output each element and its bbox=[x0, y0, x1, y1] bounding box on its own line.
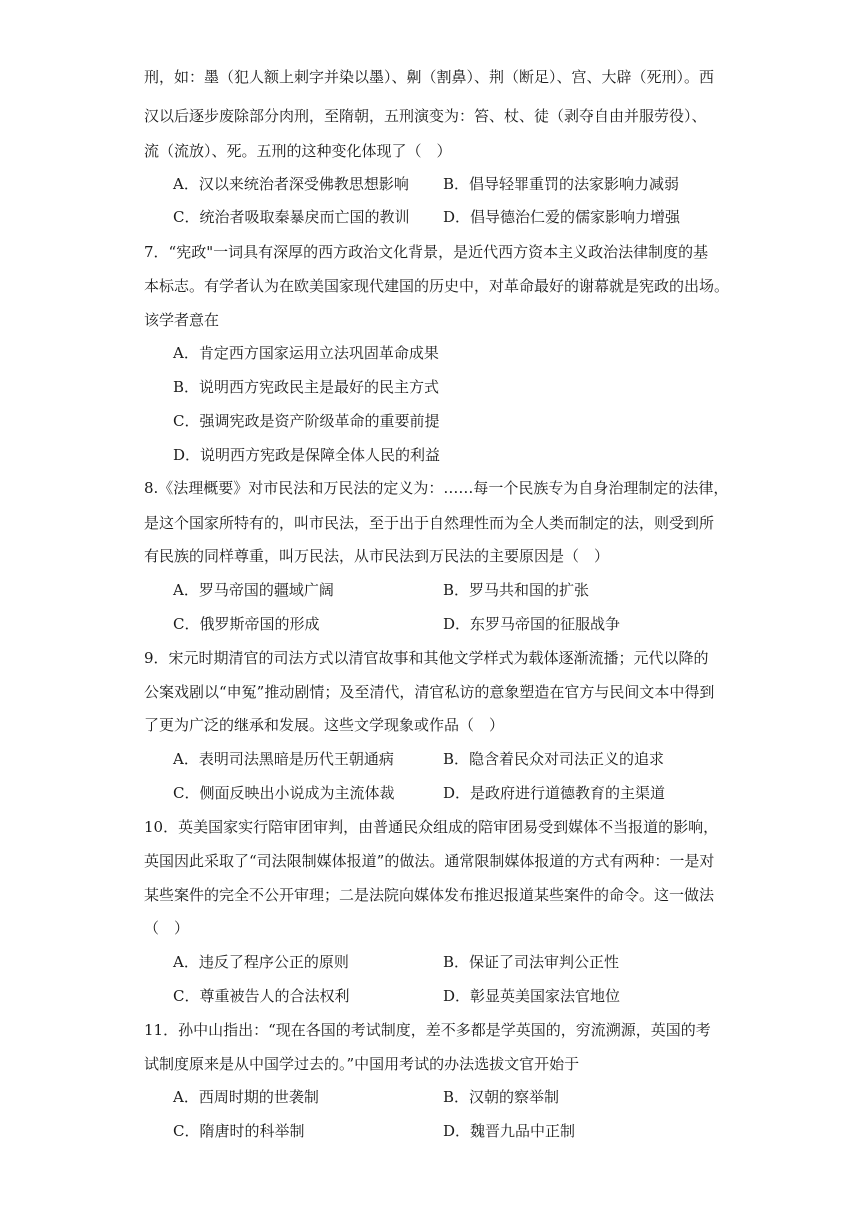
question-11-option-c[interactable]: C．隋唐时的科举制 bbox=[173, 1122, 305, 1140]
question-9-line-3: 了更为广泛的继承和发展。这些文学现象或作品（ ） bbox=[144, 716, 505, 734]
question-6-option-c[interactable]: C．统治者吸取秦暴戾而亡国的教训 bbox=[173, 208, 410, 226]
question-10-option-b[interactable]: B．保证了司法审判公正性 bbox=[443, 953, 620, 971]
question-8-option-c[interactable]: C．俄罗斯帝国的形成 bbox=[173, 615, 320, 633]
question-10-line-3: 某些案件的完全不公开审理；二是法院向媒体发布推迟报道某些案件的命令。这一做法 bbox=[144, 886, 715, 904]
question-7-option-a[interactable]: A．肯定西方国家运用立法巩固革命成果 bbox=[173, 344, 439, 362]
question-8-line-3: 有民族的同样尊重，叫万民法，从市民法到万民法的主要原因是（ ） bbox=[144, 547, 610, 565]
question-8-line-2: 是这个国家所特有的，叫市民法，至于出于自然理性而为全人类而制定的法，则受到所 bbox=[144, 514, 715, 532]
question-11-option-a[interactable]: A．西周时期的世袭制 bbox=[173, 1088, 319, 1106]
question-10-option-d[interactable]: D．彰显英美国家法官地位 bbox=[443, 987, 621, 1005]
question-6-line-1: 刑，如：墨（犯人额上刺字并染以墨）、劓（割鼻）、荆（断足）、宫、大辟（死刑）。西 bbox=[144, 68, 715, 86]
question-7-option-b[interactable]: B．说明西方宪政民主是最好的民主方式 bbox=[173, 378, 440, 396]
question-10-line-2: 英国因此采取了“司法限制媒体报道”的做法。通常限制媒体报道的方式有两种：一是对 bbox=[144, 852, 715, 870]
question-9-option-b[interactable]: B．隐含着民众对司法正义的追求 bbox=[443, 750, 665, 768]
question-7-line-3: 该学者意在 bbox=[144, 311, 220, 329]
question-9-option-c[interactable]: C．侧面反映出小说成为主流体裁 bbox=[173, 784, 395, 802]
question-9-line-1: 9．宋元时期清官的司法方式以清官故事和其他文学样式为载体逐渐流播；元代以降的 bbox=[144, 649, 709, 667]
question-6-option-b[interactable]: B．倡导轻罪重罚的法家影响力减弱 bbox=[443, 175, 680, 193]
question-8-option-d[interactable]: D．东罗马帝国的征服战争 bbox=[443, 615, 621, 633]
question-10-line-1: 10．英美国家实行陪审团审判，由普通民众组成的陪审团易受到媒体不当报道的影响， bbox=[144, 818, 719, 836]
question-6-line-2: 汉以后逐步废除部分肉刑，至隋朝，五刑演变为：笞、杖、徒（剥夺自由并服劳役）、 bbox=[144, 107, 707, 125]
question-10-option-a[interactable]: A．违反了程序公正的原则 bbox=[173, 953, 349, 971]
question-11-line-2: 试制度原来是从中国学过去的。”中国用考试的办法选拔文官开始于 bbox=[144, 1055, 580, 1073]
question-6-line-3: 流（流放）、死。五刑的这种变化体现了（ ） bbox=[144, 142, 452, 160]
question-11-line-1: 11．孙中山指出：“现在各国的考试制度，差不多都是学英国的，穷流溯源，英国的考 bbox=[144, 1021, 711, 1039]
question-7-line-1: 7．“宪政"一词具有深厚的西方政治文化背景，是近代西方资本主义政治法律制度的基 bbox=[144, 243, 709, 261]
question-6-option-a[interactable]: A．汉以来统治者深受佛教思想影响 bbox=[173, 175, 409, 193]
question-10-option-c[interactable]: C．尊重被告人的合法权利 bbox=[173, 987, 350, 1005]
question-8-line-1: 8.《法理概要》对市民法和万民法的定义为：……每一个民族专为自身治理制定的法律， bbox=[144, 479, 729, 497]
question-9-option-a[interactable]: A．表明司法黑暗是历代王朝通病 bbox=[173, 750, 394, 768]
question-7-line-2: 本标志。有学者认为在欧美国家现代建国的历史中，对革命最好的谢幕就是宪政的出场。 bbox=[144, 277, 730, 295]
question-9-line-2: 公案戏剧以“申冤”推动剧情；及至清代，清官私访的意象塑造在官方与民间文本中得到 bbox=[144, 683, 715, 701]
question-9-option-d[interactable]: D．是政府进行道德教育的主渠道 bbox=[443, 784, 666, 802]
question-6-option-d[interactable]: D．倡导德治仁爱的儒家影响力增强 bbox=[443, 208, 681, 226]
question-10-line-4: （ ） bbox=[144, 919, 190, 937]
question-8-option-b[interactable]: B．罗马共和国的扩张 bbox=[443, 581, 590, 599]
question-7-option-c[interactable]: C．强调宪政是资产阶级革命的重要前提 bbox=[173, 412, 440, 430]
question-8-option-a[interactable]: A．罗马帝国的疆域广阔 bbox=[173, 581, 334, 599]
question-11-option-b[interactable]: B．汉朝的察举制 bbox=[443, 1088, 560, 1106]
question-11-option-d[interactable]: D．魏晋九品中正制 bbox=[443, 1122, 576, 1140]
question-7-option-d[interactable]: D．说明西方宪政是保障全体人民的利益 bbox=[173, 446, 441, 464]
